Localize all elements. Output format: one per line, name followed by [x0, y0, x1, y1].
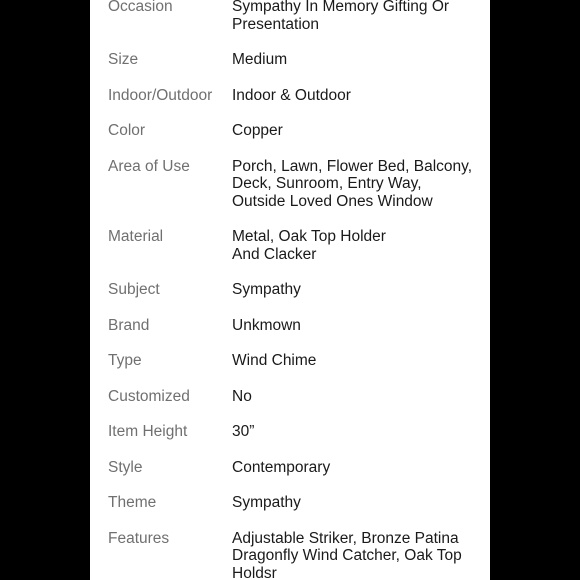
spec-row-item-height	[90, 415, 490, 451]
spec-label: Indoor/Outdoor	[108, 86, 213, 104]
spec-label: Brand	[108, 316, 150, 334]
spec-value: Wind Chime	[232, 352, 317, 369]
spec-row-indoor-outdoor	[90, 79, 490, 115]
spec-value: Unkmown	[232, 316, 301, 334]
spec-label: Customized	[108, 387, 190, 405]
spec-value: Sympathy	[232, 494, 301, 511]
spec-value: Copper	[232, 122, 283, 139]
spec-label: Features	[108, 529, 170, 547]
spec-row-theme	[90, 486, 490, 522]
spec-label: Style	[108, 458, 143, 476]
spec-label: Size	[108, 51, 139, 68]
spec-label: Item Height	[108, 423, 188, 440]
spec-value: Adjustable Striker, Bronze Patina Dragonfly Wind Catcher, Oak Top Holdsr	[232, 529, 462, 580]
spec-value: Contemporary	[232, 458, 331, 476]
spec-label: Type	[108, 352, 142, 369]
spec-label: Theme	[108, 494, 157, 511]
item-specifics-panel	[90, 0, 490, 580]
spec-value: Porch, Lawn, Flower Bed, Balcony, Deck, Sunroom, Entry Way, Outside Loved Ones Window	[232, 157, 473, 210]
spec-row-color	[90, 114, 490, 150]
spec-row-features	[90, 522, 490, 580]
spec-row-customized	[90, 380, 490, 416]
spec-value: 30”	[232, 423, 255, 440]
spec-label: Material	[108, 228, 164, 245]
spec-label: Area of Use	[108, 157, 190, 175]
spec-label: Subject	[108, 281, 160, 298]
spec-row-material	[90, 220, 490, 273]
spec-row-style	[90, 451, 490, 487]
spec-value: Sympathy In Memory Gifting Or Presentation	[232, 0, 450, 33]
spec-row-brand	[90, 309, 490, 345]
spec-value: Sympathy	[232, 281, 301, 298]
spec-value: Medium	[232, 51, 288, 68]
spec-row-size	[90, 43, 490, 79]
spec-label: Color	[108, 122, 146, 139]
spec-label: Occasion	[108, 0, 173, 15]
spec-value: No	[232, 387, 252, 405]
spec-row-area-of-use	[90, 150, 490, 221]
spec-row-occasion	[90, 0, 490, 43]
spec-row-subject	[90, 273, 490, 309]
spec-row-type	[90, 344, 490, 380]
spec-value: Indoor & Outdoor	[232, 86, 351, 104]
item-specifics-list	[90, 0, 490, 580]
spec-value: Metal, Oak Top Holder And Clacker	[232, 228, 386, 263]
